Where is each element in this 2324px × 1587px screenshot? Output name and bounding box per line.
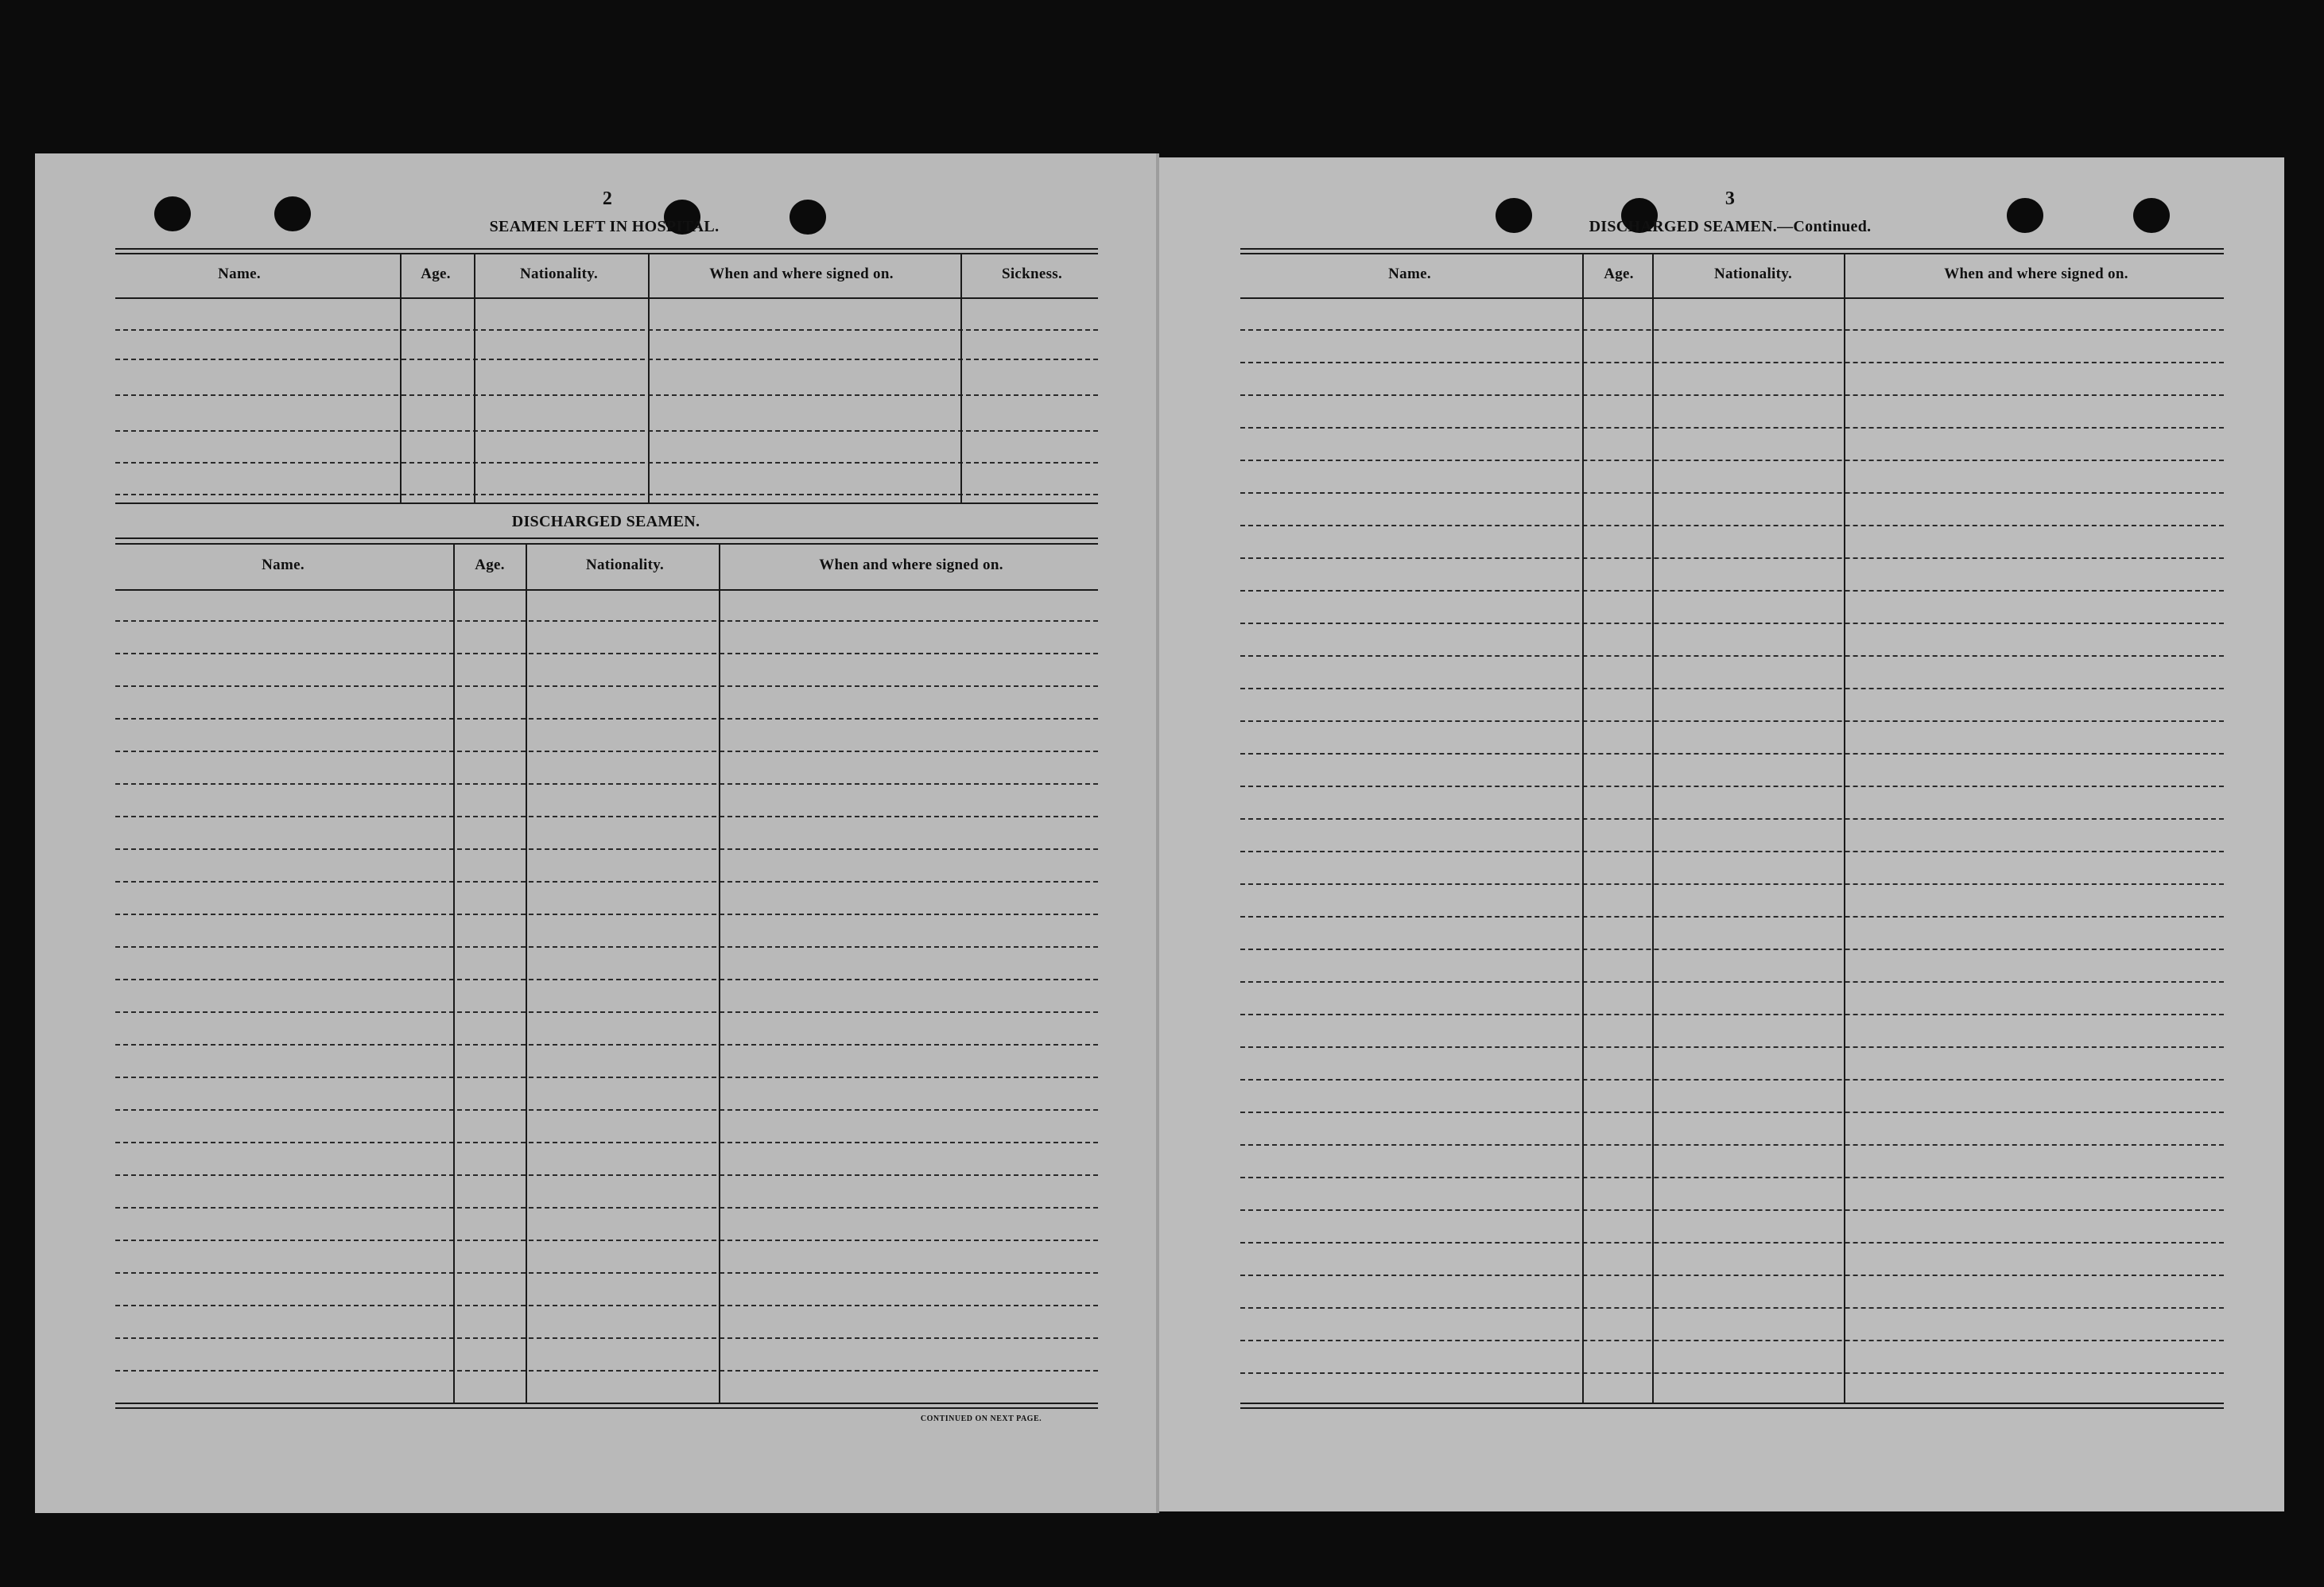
dotted-entry-line	[115, 653, 1098, 654]
hospital-section-title: SEAMEN LEFT IN HOSPITAL.	[489, 218, 720, 235]
dotted-entry-line	[115, 494, 1098, 495]
column-divider	[960, 254, 962, 502]
continued-footnote: CONTINUED ON NEXT PAGE.	[920, 1414, 1042, 1423]
dotted-entry-line	[1240, 525, 2224, 526]
column-divider	[1844, 254, 1845, 1404]
hospital-col-sickness: Sickness.	[1001, 266, 1063, 282]
dotted-entry-line	[1240, 427, 2224, 429]
horizontal-rule	[115, 297, 1098, 299]
hospital-col-age: Age.	[421, 266, 451, 282]
dotted-entry-line	[115, 751, 1098, 752]
dotted-entry-line	[115, 1272, 1098, 1274]
dotted-entry-line	[115, 685, 1098, 687]
dotted-entry-line	[1240, 1014, 2224, 1015]
left-page	[35, 153, 1158, 1513]
dotted-entry-line	[115, 1077, 1098, 1078]
dotted-entry-line	[1240, 1209, 2224, 1211]
dotted-entry-line	[1240, 623, 2224, 624]
horizontal-rule	[115, 253, 1098, 254]
left-page-number: 2	[602, 188, 613, 209]
dotted-entry-line	[115, 718, 1098, 720]
discharged-col-name: Name.	[262, 557, 305, 573]
dotted-entry-line	[1240, 818, 2224, 820]
dotted-entry-line	[1240, 949, 2224, 950]
dotted-entry-line	[1240, 1340, 2224, 1341]
page-gutter	[1156, 153, 1159, 1513]
horizontal-rule	[115, 1403, 1098, 1404]
dotted-entry-line	[115, 1337, 1098, 1339]
discharged-section-title: DISCHARGED SEAMEN.	[511, 513, 700, 530]
dotted-entry-line	[1240, 1144, 2224, 1146]
column-divider	[474, 254, 475, 502]
dotted-entry-line	[1240, 492, 2224, 494]
dotted-entry-line	[1240, 1307, 2224, 1309]
binder-hole	[1496, 198, 1532, 233]
dotted-entry-line	[1240, 883, 2224, 885]
horizontal-rule	[115, 537, 1098, 539]
horizontal-rule	[1240, 248, 2224, 250]
horizontal-rule	[115, 1407, 1098, 1409]
dotted-entry-line	[1240, 786, 2224, 787]
dotted-entry-line	[115, 979, 1098, 980]
horizontal-rule	[115, 543, 1098, 545]
column-divider	[526, 545, 527, 1404]
dotted-entry-line	[115, 848, 1098, 850]
dotted-entry-line	[1240, 1177, 2224, 1178]
dotted-entry-line	[1240, 557, 2224, 559]
column-divider	[400, 254, 402, 502]
discharged-col-age: Age.	[475, 557, 505, 573]
binder-hole	[154, 196, 191, 231]
discharged-col-nationality: Nationality.	[585, 557, 665, 573]
dotted-entry-line	[115, 430, 1098, 432]
column-divider	[719, 545, 720, 1404]
dotted-entry-line	[1240, 1046, 2224, 1048]
dotted-entry-line	[115, 329, 1098, 331]
dotted-entry-line	[115, 914, 1098, 915]
dotted-entry-line	[1240, 1079, 2224, 1081]
dotted-entry-line	[115, 1109, 1098, 1111]
dotted-entry-line	[1240, 720, 2224, 722]
dotted-entry-line	[115, 394, 1098, 396]
right-col-age: Age.	[1604, 266, 1634, 282]
binder-hole	[2133, 198, 2170, 233]
dotted-entry-line	[115, 783, 1098, 785]
dotted-entry-line	[1240, 1112, 2224, 1113]
dotted-entry-line	[1240, 916, 2224, 918]
right-col-signed-on: When and where signed on.	[1944, 266, 2128, 282]
hospital-col-signed-on: When and where signed on.	[709, 266, 894, 282]
dotted-entry-line	[1240, 329, 2224, 331]
dotted-entry-line	[115, 1207, 1098, 1209]
horizontal-rule	[1240, 1407, 2224, 1409]
dotted-entry-line	[115, 881, 1098, 883]
column-divider	[648, 254, 650, 502]
horizontal-rule	[1240, 253, 2224, 254]
hospital-col-name: Name.	[218, 266, 261, 282]
dotted-entry-line	[1240, 851, 2224, 852]
column-divider	[1652, 254, 1654, 1404]
right-page-number: 3	[1725, 188, 1736, 209]
horizontal-rule	[115, 248, 1098, 250]
dotted-entry-line	[1240, 688, 2224, 689]
horizontal-rule	[115, 589, 1098, 591]
dotted-entry-line	[115, 359, 1098, 360]
dotted-entry-line	[115, 462, 1098, 464]
dotted-entry-line	[115, 1044, 1098, 1046]
dotted-entry-line	[1240, 590, 2224, 592]
dotted-entry-line	[1240, 1242, 2224, 1244]
dotted-entry-line	[1240, 655, 2224, 657]
dotted-entry-line	[115, 1305, 1098, 1306]
dotted-entry-line	[115, 1240, 1098, 1241]
discharged-col-signed-on: When and where signed on.	[819, 557, 1003, 573]
dotted-entry-line	[115, 946, 1098, 948]
dotted-entry-line	[1240, 1275, 2224, 1276]
dotted-entry-line	[115, 1011, 1098, 1013]
dotted-entry-line	[1240, 981, 2224, 983]
dotted-entry-line	[115, 1142, 1098, 1143]
binder-hole	[790, 200, 826, 235]
dotted-entry-line	[1240, 1372, 2224, 1374]
column-divider	[453, 545, 455, 1404]
binder-hole	[274, 196, 311, 231]
right-col-name: Name.	[1388, 266, 1431, 282]
dotted-entry-line	[1240, 394, 2224, 396]
right-section-title: DISCHARGED SEAMEN.—Continued.	[1589, 218, 1872, 235]
dotted-entry-line	[115, 816, 1098, 817]
dotted-entry-line	[115, 620, 1098, 622]
horizontal-rule	[115, 502, 1098, 504]
right-col-nationality: Nationality.	[1713, 266, 1793, 282]
horizontal-rule	[1240, 1403, 2224, 1404]
dotted-entry-line	[115, 1370, 1098, 1372]
binder-hole	[2007, 198, 2043, 233]
dotted-entry-line	[115, 1174, 1098, 1176]
dotted-entry-line	[1240, 362, 2224, 363]
horizontal-rule	[1240, 297, 2224, 299]
hospital-col-nationality: Nationality.	[519, 266, 599, 282]
dotted-entry-line	[1240, 460, 2224, 461]
column-divider	[1582, 254, 1584, 1404]
dotted-entry-line	[1240, 753, 2224, 755]
